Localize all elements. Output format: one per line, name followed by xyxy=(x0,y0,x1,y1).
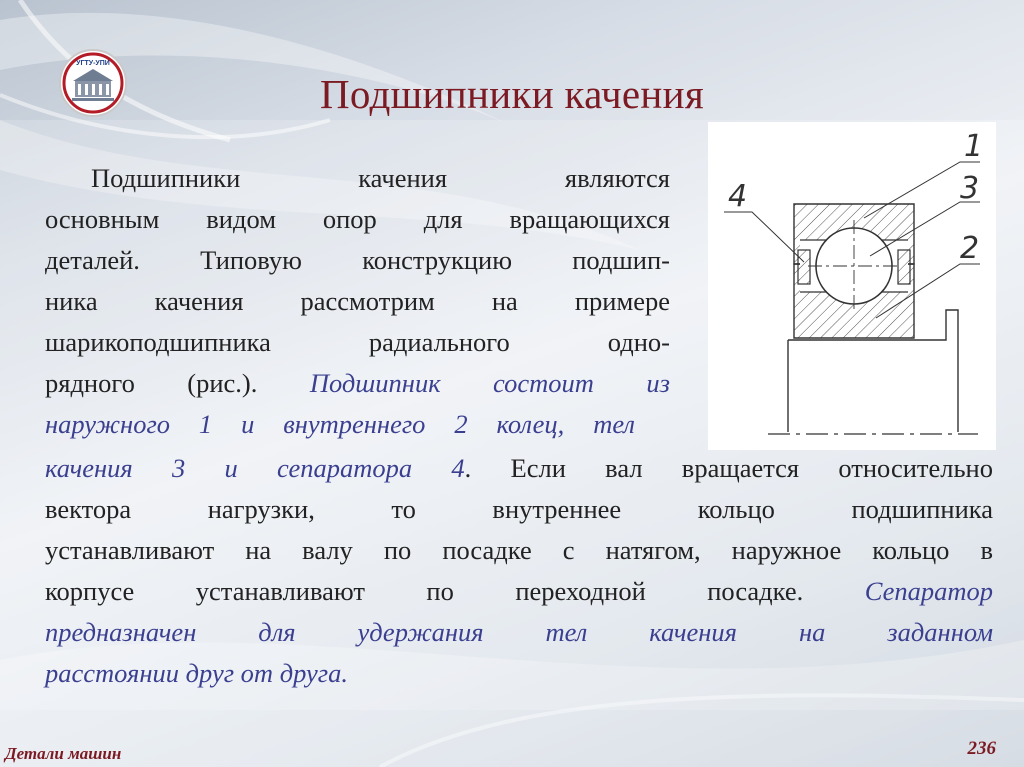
text-line xyxy=(45,530,993,571)
text-line xyxy=(45,240,670,281)
text-line xyxy=(91,158,670,199)
text-span: основным видом опор для вращающихся xyxy=(45,204,670,234)
text-span: устанавливают на валу по посадке с натягом, наружное кольцо в xyxy=(45,535,993,565)
bearing-figure xyxy=(708,122,996,450)
text-span: шарикоподшипника радиального одно- xyxy=(45,327,670,357)
text-span: вектора нагрузки, то внутреннее кольцо подшипника xyxy=(45,494,993,524)
text-line xyxy=(45,489,993,530)
slide-title: Подшипники качения xyxy=(319,71,705,117)
italic-text-span: расстоянии друг от друга. xyxy=(45,658,348,688)
text-span: рядного (рис.). xyxy=(45,368,310,398)
logo-text: УГТУ-УПИ xyxy=(76,60,110,67)
footer-course-title: Детали машин xyxy=(5,744,122,763)
italic-text-span: Подшипник состоит из xyxy=(309,368,670,398)
text-span: корпусе устанавливают по переходной посадке. xyxy=(45,576,865,606)
text-line xyxy=(45,612,993,653)
italic-text-span: наружного 1 и внутреннего 2 колец, тел xyxy=(45,409,635,439)
label-ball: 3 xyxy=(960,171,980,206)
page-number: 236 xyxy=(967,738,996,759)
text-line xyxy=(45,363,670,404)
text-span: . Если вал вращается относительно xyxy=(464,453,993,483)
bearing-drawing xyxy=(708,122,996,450)
italic-text-span: качения 3 и сепаратора 4 xyxy=(45,453,465,483)
label-separator: 4 xyxy=(728,179,748,214)
italic-text-span: предназначен для удержания тел качения на заданном xyxy=(45,617,993,647)
text-span: Подшипники качения являются xyxy=(91,163,670,193)
label-inner-ring: 2 xyxy=(960,231,980,266)
text-line xyxy=(45,322,670,363)
text-line xyxy=(45,404,635,445)
text-span: деталей. Типовую конструкцию подшип- xyxy=(45,245,670,275)
text-line xyxy=(45,653,993,694)
text-line xyxy=(45,448,993,489)
label-outer-ring: 1 xyxy=(964,129,984,164)
text-line xyxy=(45,281,670,322)
text-line xyxy=(45,199,670,240)
italic-text-span: Сепаратор xyxy=(864,576,993,606)
text-line xyxy=(45,571,993,612)
text-span: ника качения рассмотрим на примере xyxy=(45,286,670,316)
